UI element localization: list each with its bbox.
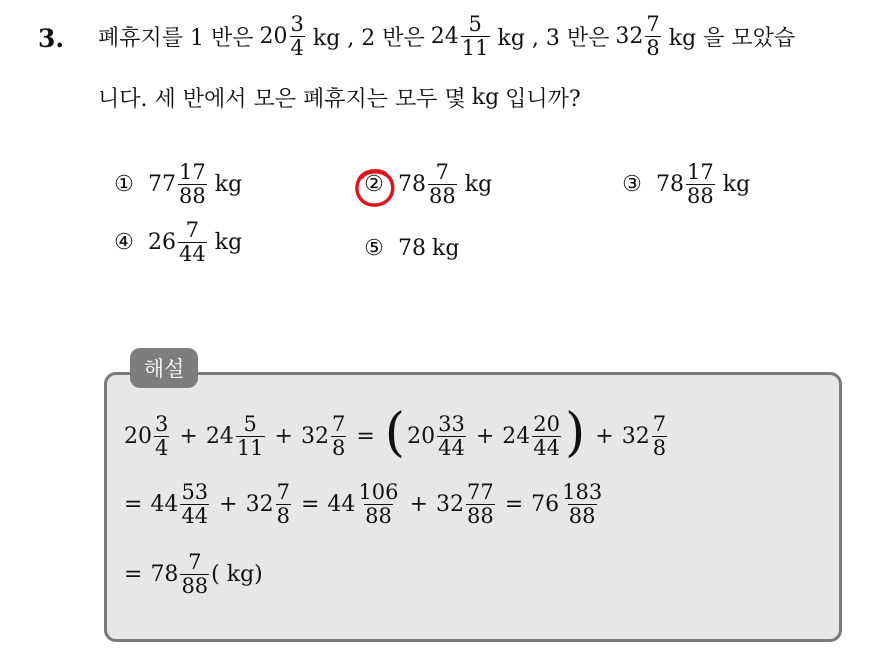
mixed-number xyxy=(431,14,492,59)
unit-text: kg xyxy=(214,172,243,197)
equals-sign: = xyxy=(300,492,320,517)
operator: + xyxy=(219,492,238,517)
numerator: 7 xyxy=(435,160,450,184)
whole-part: 78 xyxy=(150,562,179,587)
fraction xyxy=(466,482,495,527)
numerator: 3 xyxy=(290,12,304,36)
answer-circle-icon xyxy=(352,166,398,210)
denominator: 8 xyxy=(646,36,660,60)
denominator: 88 xyxy=(365,504,392,528)
fraction xyxy=(236,411,265,460)
fraction xyxy=(357,482,399,527)
question-text: kg , 2 반은 xyxy=(312,26,425,51)
whole-part: 78 xyxy=(398,236,426,261)
denominator: 8 xyxy=(652,435,667,460)
question-text: kg 을 모았습 xyxy=(668,26,796,51)
denominator: 44 xyxy=(533,435,560,460)
unit-text: kg xyxy=(722,172,751,197)
solution-line-3 xyxy=(124,552,263,597)
denominator: 11 xyxy=(236,435,264,460)
numerator: 7 xyxy=(652,411,667,436)
fraction xyxy=(331,411,346,460)
denominator: 11 xyxy=(461,36,489,60)
choice-4[interactable] xyxy=(110,220,242,265)
whole-part: 20 xyxy=(259,24,288,49)
whole-part: 24 xyxy=(430,24,459,49)
left-paren: ( xyxy=(384,403,406,463)
question-number: 3. xyxy=(38,24,65,53)
numerator: 3 xyxy=(155,411,169,436)
fraction xyxy=(154,411,169,460)
denominator: 88 xyxy=(429,184,456,208)
numerator: 183 xyxy=(562,480,603,504)
choice-mark: ③ xyxy=(622,172,642,197)
whole-part: 24 xyxy=(502,423,531,449)
question-line-1 xyxy=(98,14,795,59)
whole-part: 76 xyxy=(531,492,560,517)
choice-3[interactable] xyxy=(618,162,750,207)
numerator: 7 xyxy=(331,411,346,436)
mixed-number xyxy=(615,14,662,59)
unit-text: kg xyxy=(464,172,493,197)
fraction xyxy=(532,411,561,460)
whole-part: 44 xyxy=(150,492,179,517)
fraction xyxy=(437,411,466,460)
denominator: 88 xyxy=(568,504,596,528)
whole-part: 32 xyxy=(435,492,464,517)
numerator: 17 xyxy=(687,160,714,184)
numerator: 53 xyxy=(181,480,209,504)
fraction xyxy=(645,14,660,59)
whole-part: 32 xyxy=(615,24,644,49)
operator: + xyxy=(274,423,293,449)
solution-line-1 xyxy=(124,403,669,463)
operator: + xyxy=(595,423,614,449)
choice-mark: ② xyxy=(364,172,384,197)
whole-part: 32 xyxy=(300,423,329,449)
fraction xyxy=(428,162,457,207)
fraction xyxy=(180,482,209,527)
numerator: 106 xyxy=(358,480,399,504)
numerator: 33 xyxy=(438,411,465,436)
equals-sign: = xyxy=(504,492,524,517)
numerator: 7 xyxy=(188,550,202,574)
choice-1[interactable] xyxy=(110,162,242,207)
equals-sign: = xyxy=(124,562,143,587)
operator: + xyxy=(475,423,495,449)
numerator: 5 xyxy=(243,411,257,436)
denominator: 88 xyxy=(687,184,714,208)
denominator: 4 xyxy=(290,36,304,60)
whole-part: 78 xyxy=(656,172,684,197)
numerator: 77 xyxy=(466,480,494,504)
whole-part: 78 xyxy=(398,172,426,197)
unit-text: ( kg) xyxy=(211,562,263,587)
fraction xyxy=(276,482,291,527)
numerator: 7 xyxy=(646,12,660,36)
solution-line-2 xyxy=(124,482,605,527)
fraction xyxy=(178,162,207,207)
whole-part: 24 xyxy=(205,423,234,449)
denominator: 4 xyxy=(155,435,169,460)
unit-text: kg xyxy=(471,85,500,110)
unit-text: kg xyxy=(214,230,243,255)
solution-label: 해설 xyxy=(130,348,198,388)
fraction xyxy=(561,482,603,527)
numerator: 7 xyxy=(276,480,290,504)
whole-part: 20 xyxy=(124,423,152,449)
whole-part: 44 xyxy=(327,492,356,517)
question-text: kg , 3 반은 xyxy=(497,26,610,51)
operator: + xyxy=(409,492,428,517)
whole-part: 20 xyxy=(407,423,436,449)
question-text: 입니까? xyxy=(505,87,581,112)
operator: + xyxy=(179,423,198,449)
numerator: 7 xyxy=(185,218,200,242)
denominator: 88 xyxy=(179,184,206,208)
choice-5[interactable] xyxy=(360,236,459,261)
denominator: 44 xyxy=(438,435,465,460)
choice-mark: ④ xyxy=(114,230,134,255)
numerator: 17 xyxy=(179,160,206,184)
denominator: 44 xyxy=(181,504,209,528)
fraction xyxy=(180,552,209,597)
denominator: 88 xyxy=(181,574,209,598)
whole-part: 77 xyxy=(148,172,176,197)
fraction xyxy=(461,14,490,59)
numerator: 20 xyxy=(533,411,560,436)
fraction xyxy=(686,162,715,207)
right-paren: ) xyxy=(565,403,586,463)
fraction xyxy=(652,411,667,460)
question-text: 폐휴지를 1 반은 xyxy=(98,26,254,51)
denominator: 88 xyxy=(466,504,494,528)
question-line-2 xyxy=(98,82,581,113)
whole-part: 32 xyxy=(245,492,274,517)
equals-sign: = xyxy=(124,492,143,517)
whole-part: 32 xyxy=(621,423,650,449)
denominator: 8 xyxy=(276,504,290,528)
choice-mark: ⑤ xyxy=(364,236,384,261)
equals-sign: = xyxy=(356,423,375,449)
question-text: 니다. 세 반에서 모은 폐휴지는 모두 몇 xyxy=(98,87,466,112)
choice-mark: ① xyxy=(114,172,134,197)
fraction xyxy=(290,14,305,59)
denominator: 8 xyxy=(331,435,346,460)
mixed-number xyxy=(260,14,307,59)
numerator: 5 xyxy=(468,12,482,36)
denominator: 44 xyxy=(179,242,206,266)
unit-text: kg xyxy=(432,236,460,261)
whole-part: 26 xyxy=(148,230,176,255)
fraction xyxy=(178,220,207,265)
